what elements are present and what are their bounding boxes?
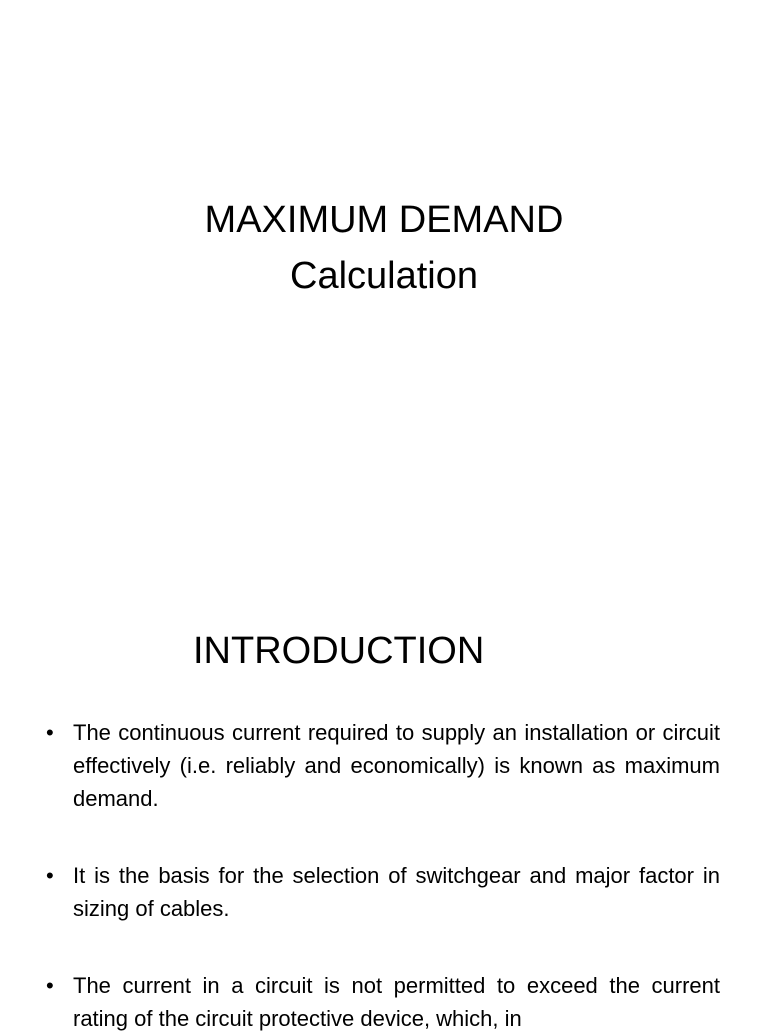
bullet-text: The current in a circuit is not permitted to exceed the current rating of the circuit protective device, which, in bbox=[73, 973, 720, 1031]
bullet-icon: • bbox=[46, 863, 54, 888]
bullet-item bbox=[46, 859, 720, 925]
bullet-list bbox=[46, 716, 720, 1035]
bullet-item bbox=[46, 969, 720, 1035]
slide-title-line-1: MAXIMUM DEMAND bbox=[204, 199, 564, 241]
slide-title bbox=[0, 192, 768, 304]
bullet-text: The continuous current required to supply an installation or circuit effectively (i.e. reliably and economically) is known as maximum demand. bbox=[73, 720, 720, 811]
bullet-item bbox=[46, 716, 720, 815]
bullet-icon: • bbox=[46, 720, 54, 745]
section-heading: INTRODUCTION bbox=[193, 630, 485, 672]
bullet-text: It is the basis for the selection of switchgear and major factor in sizing of cables. bbox=[73, 863, 720, 921]
bullet-icon: • bbox=[46, 973, 54, 998]
slide-title-line-2: Calculation bbox=[290, 255, 478, 297]
